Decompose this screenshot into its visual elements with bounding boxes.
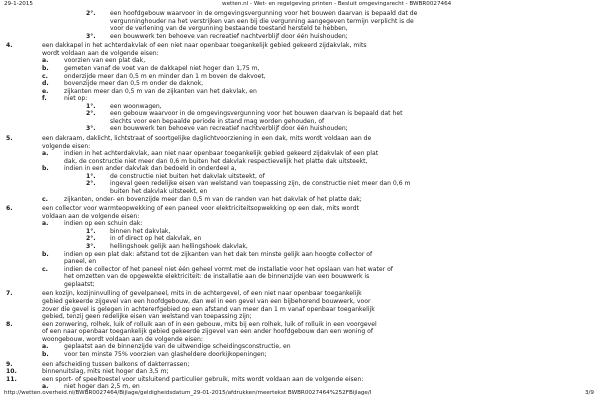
line-text: zover die gevel is gelegen in achtererfgebied op een afstand van meer dan 1 m vanaf openbaar toegankelijk	[42, 305, 375, 313]
list-marker: a.	[42, 150, 49, 158]
text-line	[0, 158, 600, 166]
line-text: de constructie niet buiten het dakvlak uitsteekt, of	[110, 172, 265, 180]
line-text: voor ten minste 75% voorzien van glasheldere doorkijkopeningen;	[64, 350, 267, 358]
line-text: of een naar openbaar toegankelijk gebied gekeerde zijgevel van een ander hoofdgebouw dan een woning of	[42, 328, 374, 336]
list-marker: 1°.	[86, 172, 96, 180]
text-line	[0, 351, 600, 359]
text-line	[0, 266, 600, 274]
list-marker: 5.	[6, 135, 13, 143]
list-marker: 11.	[6, 375, 17, 383]
list-marker: c.	[42, 265, 48, 273]
text-line	[0, 290, 600, 298]
line-text: geplaatst;	[64, 280, 95, 288]
text-line	[0, 361, 600, 369]
list-marker: 7.	[6, 290, 13, 298]
text-line	[0, 125, 600, 133]
footer-url: http://wetten.overheid.nl/BWBR0027464/Bijlage/geldigheidsdatum_29-01-2015/afdrukken/meertekst BWBR0027464%252FBijlage/I	[4, 390, 372, 396]
text-line	[0, 80, 600, 88]
list-marker: 9.	[6, 360, 13, 368]
line-text: indien in het achterdakvlak, aan niet naar openbaar toegankelijk gebied gekeerd zijdakvlak of een plat	[64, 150, 379, 158]
list-marker: b.	[42, 350, 49, 358]
text-line	[0, 368, 600, 376]
line-text: woongebouw, wordt voldaan aan de volgende eisen:	[42, 335, 203, 343]
list-marker: 2°.	[86, 180, 96, 188]
text-line	[0, 321, 600, 329]
line-text: een collector voor warmteopwekking of een paneel voor elektriciteitsopwekking op een dak, mits wordt	[42, 205, 359, 213]
line-text: een sport- of speeltoestel voor uitsluitend particulier gebruik, mits wordt voldaan aan de volgende eisen:	[42, 375, 364, 383]
line-text: indien op een schuin dak:	[64, 220, 143, 228]
list-marker: 10.	[6, 368, 17, 376]
line-text: een dakraam, daklicht, lichtstraat of soortgelijke daglichtvoorziening in een dak, mits wordt voldaan aan de	[42, 135, 372, 143]
list-marker: 8.	[6, 320, 13, 328]
footer-page-number: 3/9	[584, 390, 594, 396]
text-line	[0, 306, 600, 314]
text-line	[0, 42, 600, 50]
line-text: niet op:	[64, 95, 88, 103]
text-line	[0, 73, 600, 81]
line-text: een zonwering, rolhek, luik of rolluik aan of in een gebouw, mits bij een rolhek, luik of rolluik in een voorgevel	[42, 320, 377, 328]
list-marker: 6.	[6, 205, 13, 213]
text-line	[0, 110, 600, 118]
line-text: een hoofdgebouw waarvoor in de omgevingsvergunning voor het bouwen daarvan is bepaald dat de	[110, 10, 418, 17]
list-marker: 4.	[6, 42, 13, 50]
list-marker: f.	[42, 95, 47, 103]
text-line	[0, 95, 600, 103]
line-text: een woonwagen,	[110, 102, 162, 110]
line-text: een bouwwerk ten behoeve van recreatief nachtverblijf door één huishouden;	[110, 32, 348, 40]
line-text: bovenzijde meer dan 0,5 m onder de daknok,	[64, 80, 204, 88]
text-line	[0, 273, 600, 281]
text-line	[0, 235, 600, 243]
text-line	[0, 376, 600, 384]
text-line	[0, 50, 600, 58]
text-line	[0, 328, 600, 336]
text-line	[0, 196, 600, 204]
text-line	[0, 213, 600, 221]
text-line	[0, 180, 600, 188]
list-marker: a.	[42, 220, 49, 228]
list-marker: b.	[42, 250, 49, 258]
line-text: wordt voldaan aan de volgende eisen:	[42, 49, 159, 57]
line-text: voldaan aan de volgende eisen:	[42, 212, 140, 220]
text-line	[0, 135, 600, 143]
text-line	[0, 220, 600, 228]
list-marker: 3°.	[86, 125, 96, 133]
line-text: in of direct op het dakvlak, en	[110, 235, 202, 243]
list-marker: c.	[42, 72, 48, 80]
line-text: een gebouw waarvoor in de omgevingsvergunning voor het bouwen daarvan is bepaald dat het	[110, 110, 403, 118]
line-text: een dakkapel in het achterdakvlak of een niet naar openbaar toegankelijk gebied gekeerd zijdakvlak, mits	[42, 42, 367, 50]
line-text: een afscheiding tussen balkons of dakterrassen;	[42, 360, 190, 368]
text-line	[0, 313, 600, 321]
text-line	[0, 18, 600, 26]
header-title: wetten.nl - Wet- en regelgeving printen - Besluit omgevingsrecht - BWBR0027464	[222, 1, 452, 7]
text-line	[0, 258, 600, 266]
line-text: voorzien van een plat dak,	[64, 57, 146, 65]
line-text: hellingshoek gelijk aan hellingshoek dakvlak,	[110, 242, 248, 250]
document-body	[0, 10, 600, 391]
text-line	[0, 57, 600, 65]
list-marker: a.	[42, 57, 49, 65]
line-text: indien op een plat dak: afstand tot de zijkanten van het dak ten minste gelijk aan hoogte collector of	[64, 250, 373, 258]
line-text: binnen het dakvlak,	[110, 227, 171, 235]
list-marker: 1°.	[86, 227, 96, 235]
list-marker: 2°.	[86, 10, 96, 17]
text-line	[0, 150, 600, 158]
line-text: slechts voor een bepaalde periode in stand mag worden gehouden, of	[110, 117, 325, 125]
list-marker: b.	[42, 65, 49, 73]
text-line	[0, 25, 600, 33]
text-line	[0, 243, 600, 251]
line-text: een kozijn, kozijninvulling of gevelpaneel, mits in de achtergevel, of een niet naar openbaar toegankelijk	[42, 290, 362, 298]
list-marker: 3°.	[86, 32, 96, 40]
line-text: buiten het dakvlak uitsteekt, en	[110, 187, 208, 195]
line-text: onderzijde meer dan 0,5 m en minder dan 1 m boven de dakvoet,	[64, 72, 266, 80]
list-marker: e.	[42, 87, 49, 95]
line-text: zijkanten meer dan 0,5 m van de zijkanten van het dakvlak, en	[64, 87, 257, 95]
line-text: gebied, tenzij geen redelijke eisen van welstand van toepassing zijn;	[42, 313, 252, 321]
line-text: het omzetten van de opgewekte elektriciteit: de installatie aan de binnenzijde van een bouwwerk is	[64, 273, 370, 281]
text-line	[0, 33, 600, 41]
line-text: vergunninghouder na het verstrijken van een bij die vergunning aangegeven termijn verplicht is de	[110, 17, 414, 25]
line-text: volgende eisen:	[42, 142, 91, 150]
text-line	[0, 165, 600, 173]
list-marker: 2°.	[86, 235, 96, 243]
text-line	[0, 343, 600, 351]
line-text: niet hoger dan 2,5 m, en	[64, 383, 140, 391]
line-text: ingeval geen redelijke eisen van welstand van toepassing zijn, de constructie niet meer dan 0,6 m	[110, 180, 411, 188]
list-marker: a.	[42, 383, 49, 391]
line-text: zijkanten, onder- en bovenzijde meer dan 0,5 m van de randen van het dakvlak of het platte dak;	[64, 195, 362, 203]
line-text: indien de collector of het paneel niet één geheel vormt met de installatie voor het opslaan van het water of	[64, 265, 393, 273]
text-line	[0, 65, 600, 73]
list-marker: 1°.	[86, 102, 96, 110]
line-text: gebied gekeerde zijgevel van een hoofdgebouw, dan wel in een gevel van een bijbehorend bouwwerk, voor	[42, 297, 371, 305]
line-text: paneel, en	[64, 258, 97, 266]
text-line	[0, 298, 600, 306]
text-line	[0, 88, 600, 96]
list-marker: 3°.	[86, 242, 96, 250]
text-line	[0, 143, 600, 151]
text-line	[0, 251, 600, 259]
line-text: gemeten vanaf de voet van de dakkapel niet hoger dan 1,75 m,	[64, 65, 260, 73]
line-text: een bouwwerk ten behoeve van recreatief nachtverblijf door één huishouden;	[110, 125, 348, 133]
line-text: geplaatst aan de binnenzijde van de uitwendige scheidingsconstructie, en	[64, 343, 291, 351]
text-line	[0, 205, 600, 213]
text-line	[0, 188, 600, 196]
list-marker: d.	[42, 80, 49, 88]
list-marker: c.	[42, 195, 48, 203]
list-marker: a.	[42, 343, 49, 351]
header-date: 29-1-2015	[4, 1, 33, 7]
line-text: binnenuitslag, mits niet hoger dan 3,5 m;	[42, 368, 169, 376]
text-line	[0, 281, 600, 289]
line-text: dak, de constructie niet meer dan 0,6 m buiten het dakvlak respectievelijk het platte dak uitsteekt,	[64, 157, 368, 165]
text-line	[0, 336, 600, 344]
text-line	[0, 10, 600, 18]
list-marker: b.	[42, 165, 49, 173]
list-marker: 2°.	[86, 110, 96, 118]
line-text: voor de verlening van de vergunning bestaande toestand hersteld te hebben,	[110, 25, 348, 33]
line-text: indien in een ander dakvlak dan bedoeld in onderdeel a,	[64, 165, 237, 173]
